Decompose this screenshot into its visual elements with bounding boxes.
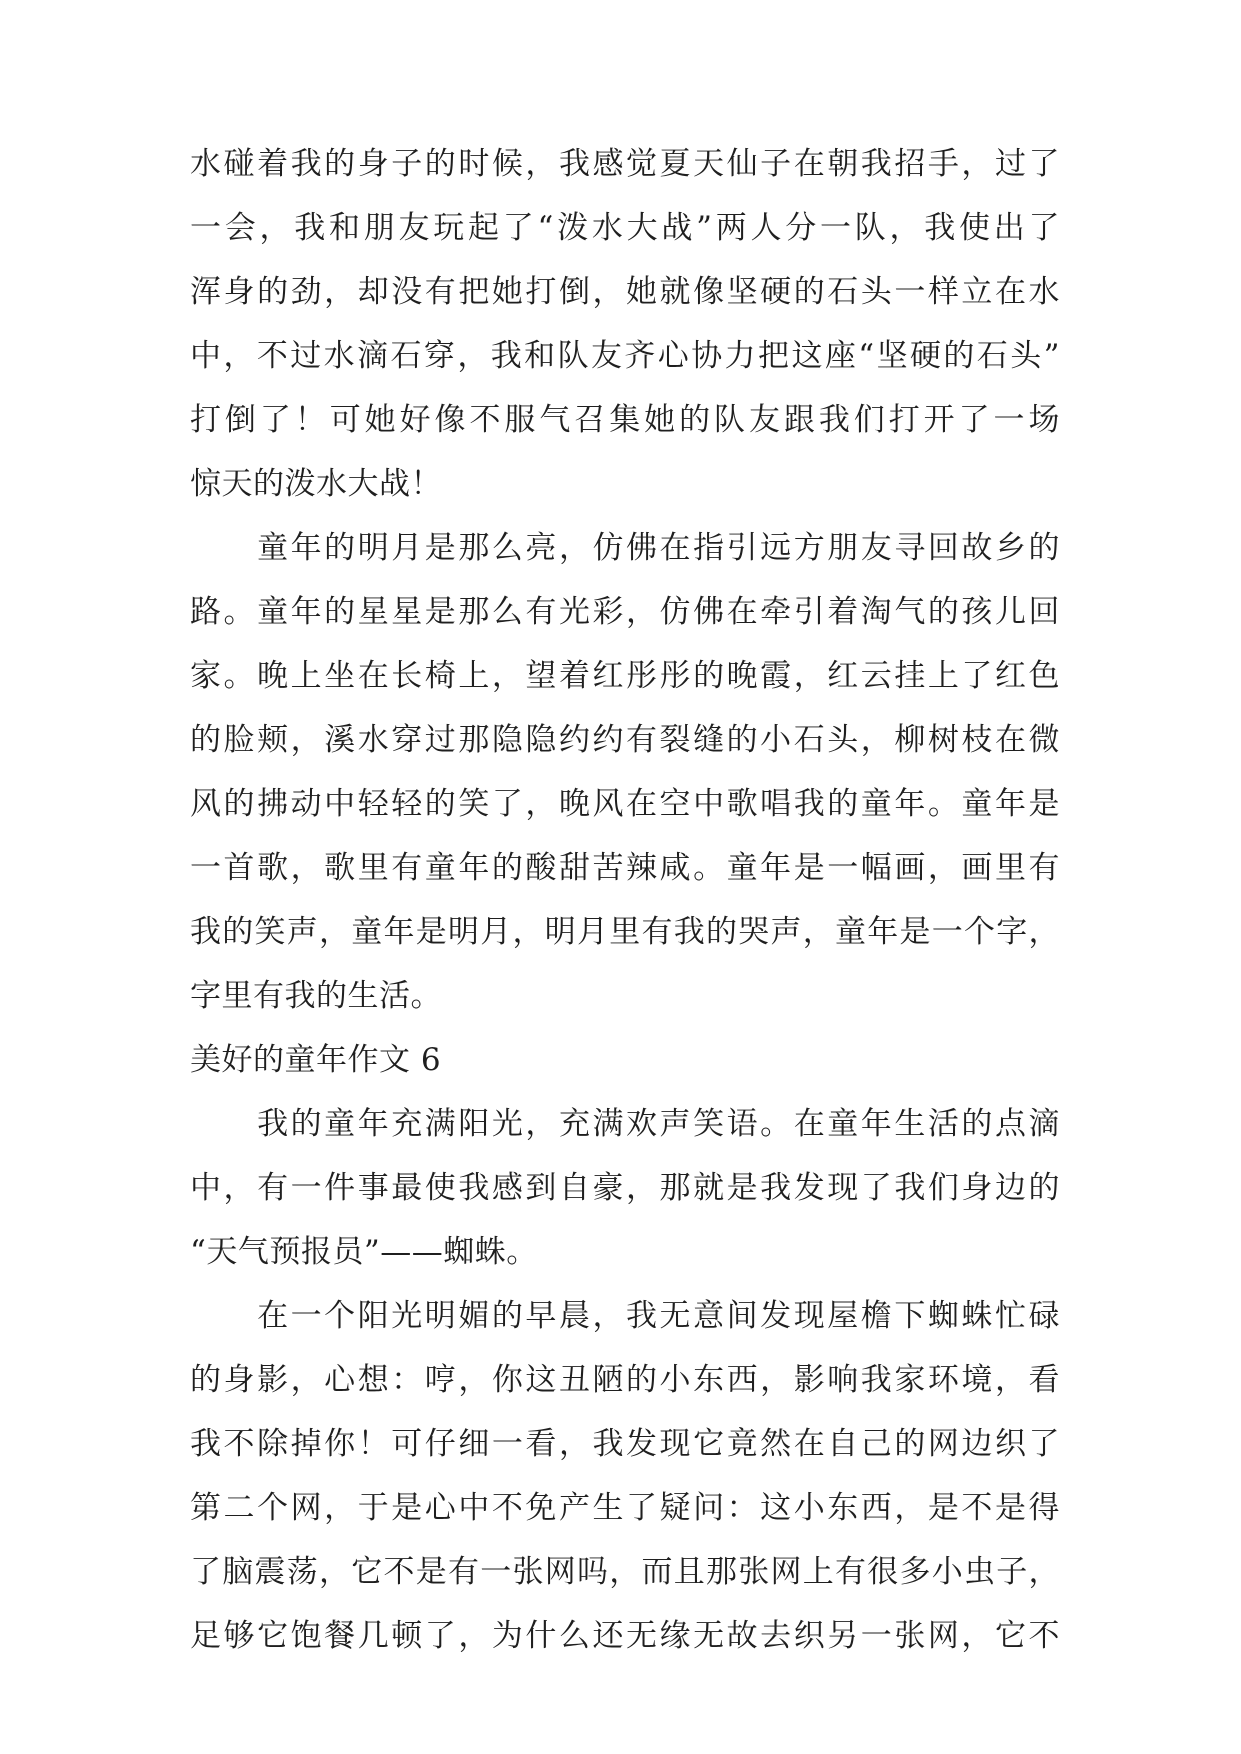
text-line: 的脸颊，溪水穿过那隐隐约约有裂缝的小石头，柳树枝在微 — [190, 722, 1060, 758]
text-line: 字里有我的生活。 — [190, 978, 442, 1014]
text-line: 我不除掉你！可仔细一看，我发现它竟然在自己的网边织了 — [190, 1426, 1060, 1462]
text-line: 路。童年的星星是那么有光彩，仿佛在牵引着淘气的孩儿回 — [190, 594, 1060, 630]
text-line: 的身影，心想：哼，你这丑陋的小东西，影响我家环境，看 — [190, 1362, 1060, 1398]
text-line: 了脑震荡，它不是有一张网吗，而且那张网上有很多小虫子， — [190, 1554, 1060, 1590]
text-line: 风的拂动中轻轻的笑了，晚风在空中歌唱我的童年。童年是 — [190, 786, 1060, 822]
text-line: 在一个阳光明媚的早晨，我无意间发现屋檐下蜘蛛忙碌 — [190, 1298, 1060, 1334]
text-line: 家。晚上坐在长椅上，望着红彤彤的晚霞，红云挂上了红色 — [190, 658, 1060, 694]
text-line: 中，不过水滴石穿，我和队友齐心协力把这座“坚硬的石头” — [190, 338, 1060, 374]
text-line: 水碰着我的身子的时候，我感觉夏天仙子在朝我招手，过了 — [190, 146, 1060, 182]
text-line: 童年的明月是那么亮，仿佛在指引远方朋友寻回故乡的 — [190, 530, 1060, 566]
text-line: 一会，我和朋友玩起了“泼水大战”两人分一队，我使出了 — [190, 210, 1060, 246]
text-line: 浑身的劲，却没有把她打倒，她就像坚硬的石头一样立在水 — [190, 274, 1060, 310]
text-line: 我的童年充满阳光，充满欢声笑语。在童年生活的点滴 — [190, 1106, 1060, 1142]
text-line: “天气预报员”——蜘蛛。 — [190, 1234, 538, 1270]
text-line: 第二个网，于是心中不免产生了疑问：这小东西，是不是得 — [190, 1490, 1060, 1526]
section-heading: 美好的童年作文 6 — [190, 1042, 442, 1078]
text-line: 惊天的泼水大战！ — [190, 466, 442, 502]
text-line: 足够它饱餐几顿了，为什么还无缘无故去织另一张网，它不 — [190, 1618, 1060, 1654]
text-line: 打倒了！可她好像不服气召集她的队友跟我们打开了一场 — [190, 402, 1060, 438]
text-line: 我的笑声，童年是明月，明月里有我的哭声，童年是一个字， — [190, 914, 1060, 950]
text-line: 中，有一件事最使我感到自豪，那就是我发现了我们身边的 — [190, 1170, 1060, 1206]
text-line: 一首歌，歌里有童年的酸甜苦辣咸。童年是一幅画，画里有 — [190, 850, 1060, 886]
